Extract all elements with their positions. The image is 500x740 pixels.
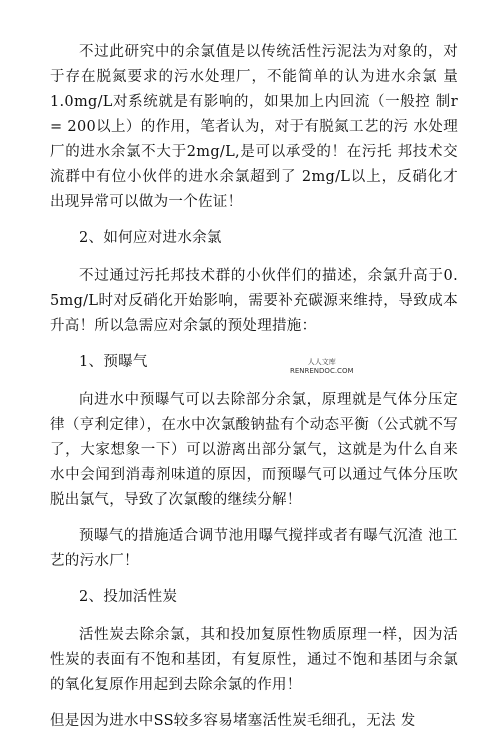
paragraph-activated-carbon-principle: 活性炭去除余氯，其和投加复原性物质原理一样，因为活性炭的表面有不饱和基团，有复原性，通过不饱和基团与余氯的氧化复原作用起到去除余氯的作用！ — [50, 627, 458, 693]
paragraph-pre-aeration-suitability: 预曝气的措施适合调节池用曝气搅拌或者有曝气沉渣 池工艺的污水厂！ — [50, 528, 458, 569]
paragraph-carbon-source: 不过通过污托邦技术群的小伙伴们的描述，余氯升高于0. 5mg/L时对反硝化开始影响，需要补充碳源来维持，导致成本升高！所以急需应对余氯的预处理措施： — [50, 268, 458, 334]
paragraph-residual-chlorine-study: 不过此研究中的余氯值是以传统活性污泥法为对象的，对于存在脱氮要求的污水处理厂，不能简单的认为进水余氯 量 1.0mg/L对系统就是有影响的，如果加上内回流（一般控 制r = 200以上）的作用，笔者认为，对于有脱氮工艺的污 水处理厂的进水余氯不大于2mg/L,是可以承受的！在污托 邦技术交流群中有位小伙伴的进水余氯超到了 2mg/L以上，反硝化才出现异常可以做为一个佐证！ — [50, 44, 458, 210]
watermark-logo — [290, 358, 354, 376]
subheading-pre-aeration: 1、预曝气 — [79, 354, 148, 370]
watermark-line-2: RENRENDOC.COM — [290, 367, 354, 375]
watermark-line-1: 人人文库 — [307, 358, 336, 366]
paragraph-activated-carbon-limitation: 但是因为进水中SS较多容易堵塞活性炭毛细孔，无法 发 — [50, 713, 416, 729]
paragraph-pre-aeration-principle: 向进水中预曝气可以去除部分余氯，原理就是气体分压定律（亨利定律），在水中次氯酸钠盐有个动态平衡（公式就不写了，大家想象一下）可以游离出部分氯气，这就是为什么自来水中会闻到消毒剂味道的原因，而预曝气可以通过气体分压吹脱出氯气，导致了次氯酸的继续分解！ — [50, 392, 458, 508]
section-heading-response: 2、如何应对进水余氯 — [79, 230, 222, 246]
subheading-activated-carbon: 2、投加活性炭 — [79, 589, 178, 605]
